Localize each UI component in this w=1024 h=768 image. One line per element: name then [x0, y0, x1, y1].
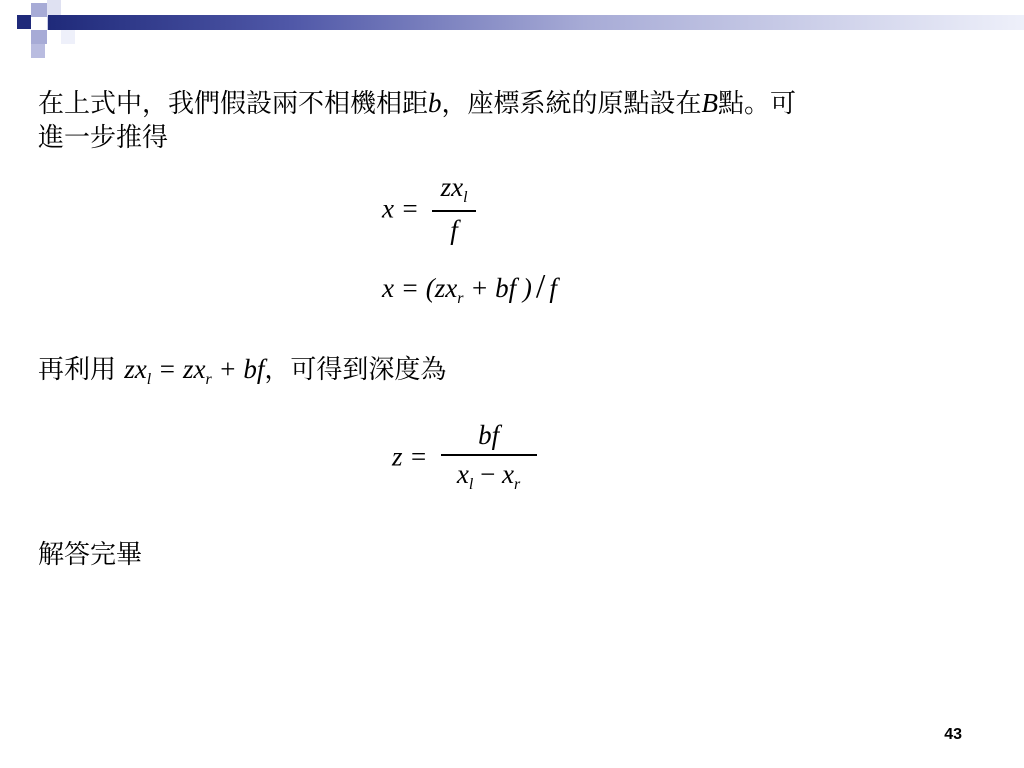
eq1-num-main: zx: [440, 172, 464, 202]
deco-square-lavender-3: [31, 44, 45, 58]
intro-text-3: 點。可: [718, 89, 797, 119]
eq1-num-sub: l: [463, 189, 468, 206]
deco-square-lavender-2: [31, 30, 47, 44]
reuse-paragraph: [38, 352, 446, 397]
eq3-den-b-sub: r: [514, 475, 521, 493]
eq3-minus: −: [473, 458, 503, 489]
var-B: B: [701, 88, 719, 118]
inline-a: zx: [124, 354, 147, 384]
eq3-numerator: bf: [478, 420, 500, 450]
deco-square-pale: [61, 30, 75, 44]
eq2-mid: + bf ): [463, 273, 532, 303]
eq2-rhs: f: [549, 273, 557, 303]
deco-square-lavender: [31, 3, 47, 17]
deco-square-navy: [17, 15, 31, 29]
intro-text-2: ，座標系統的原點設在: [441, 89, 702, 119]
deco-square-light: [47, 0, 61, 16]
eq3-lhs: z =: [392, 441, 428, 472]
eq2-lhs: x = (: [382, 273, 435, 303]
intro-text-1: 在上式中，我們假設兩不相機相距: [38, 89, 429, 119]
header-gradient-bar: [48, 15, 1024, 30]
eq2-slash: /: [535, 268, 546, 305]
inline-c: + bf: [211, 354, 265, 384]
intro-paragraph: [38, 86, 796, 155]
conclusion-text: 解答完畢: [38, 540, 143, 570]
eq3-fraction: [441, 420, 537, 494]
inline-a-sub: l: [146, 371, 152, 388]
equation-x-expanded: [382, 268, 557, 308]
var-b: b: [428, 88, 442, 118]
eq1-numerator: [432, 172, 476, 207]
intro-text-line2: 進一步推得: [38, 123, 169, 153]
equation-depth-z: [392, 420, 537, 494]
eq3-den-a: x: [456, 458, 469, 489]
inline-b-sub: r: [205, 371, 212, 388]
eq2-term: zx: [434, 273, 458, 303]
eq3-den-b: x: [502, 458, 515, 489]
page-number: 43: [944, 726, 962, 743]
reuse-suffix: ，可得到深度為: [264, 355, 447, 385]
eq3-den-a-sub: l: [468, 475, 474, 493]
eq1-lhs: x =: [382, 193, 419, 224]
inline-b: zx: [182, 354, 206, 384]
slide-header-decoration: [0, 0, 1024, 62]
eq1-fraction-bar: [432, 210, 476, 212]
eq3-denominator: [441, 459, 537, 494]
eq3-fraction-bar: [441, 454, 537, 456]
eq1-fraction: [432, 172, 476, 246]
reuse-prefix: 再利用: [38, 355, 125, 385]
inline-eq: =: [151, 354, 183, 384]
equation-x-fraction: [382, 172, 476, 246]
eq2-term-sub: r: [457, 290, 464, 307]
eq1-denominator: f: [450, 214, 458, 245]
